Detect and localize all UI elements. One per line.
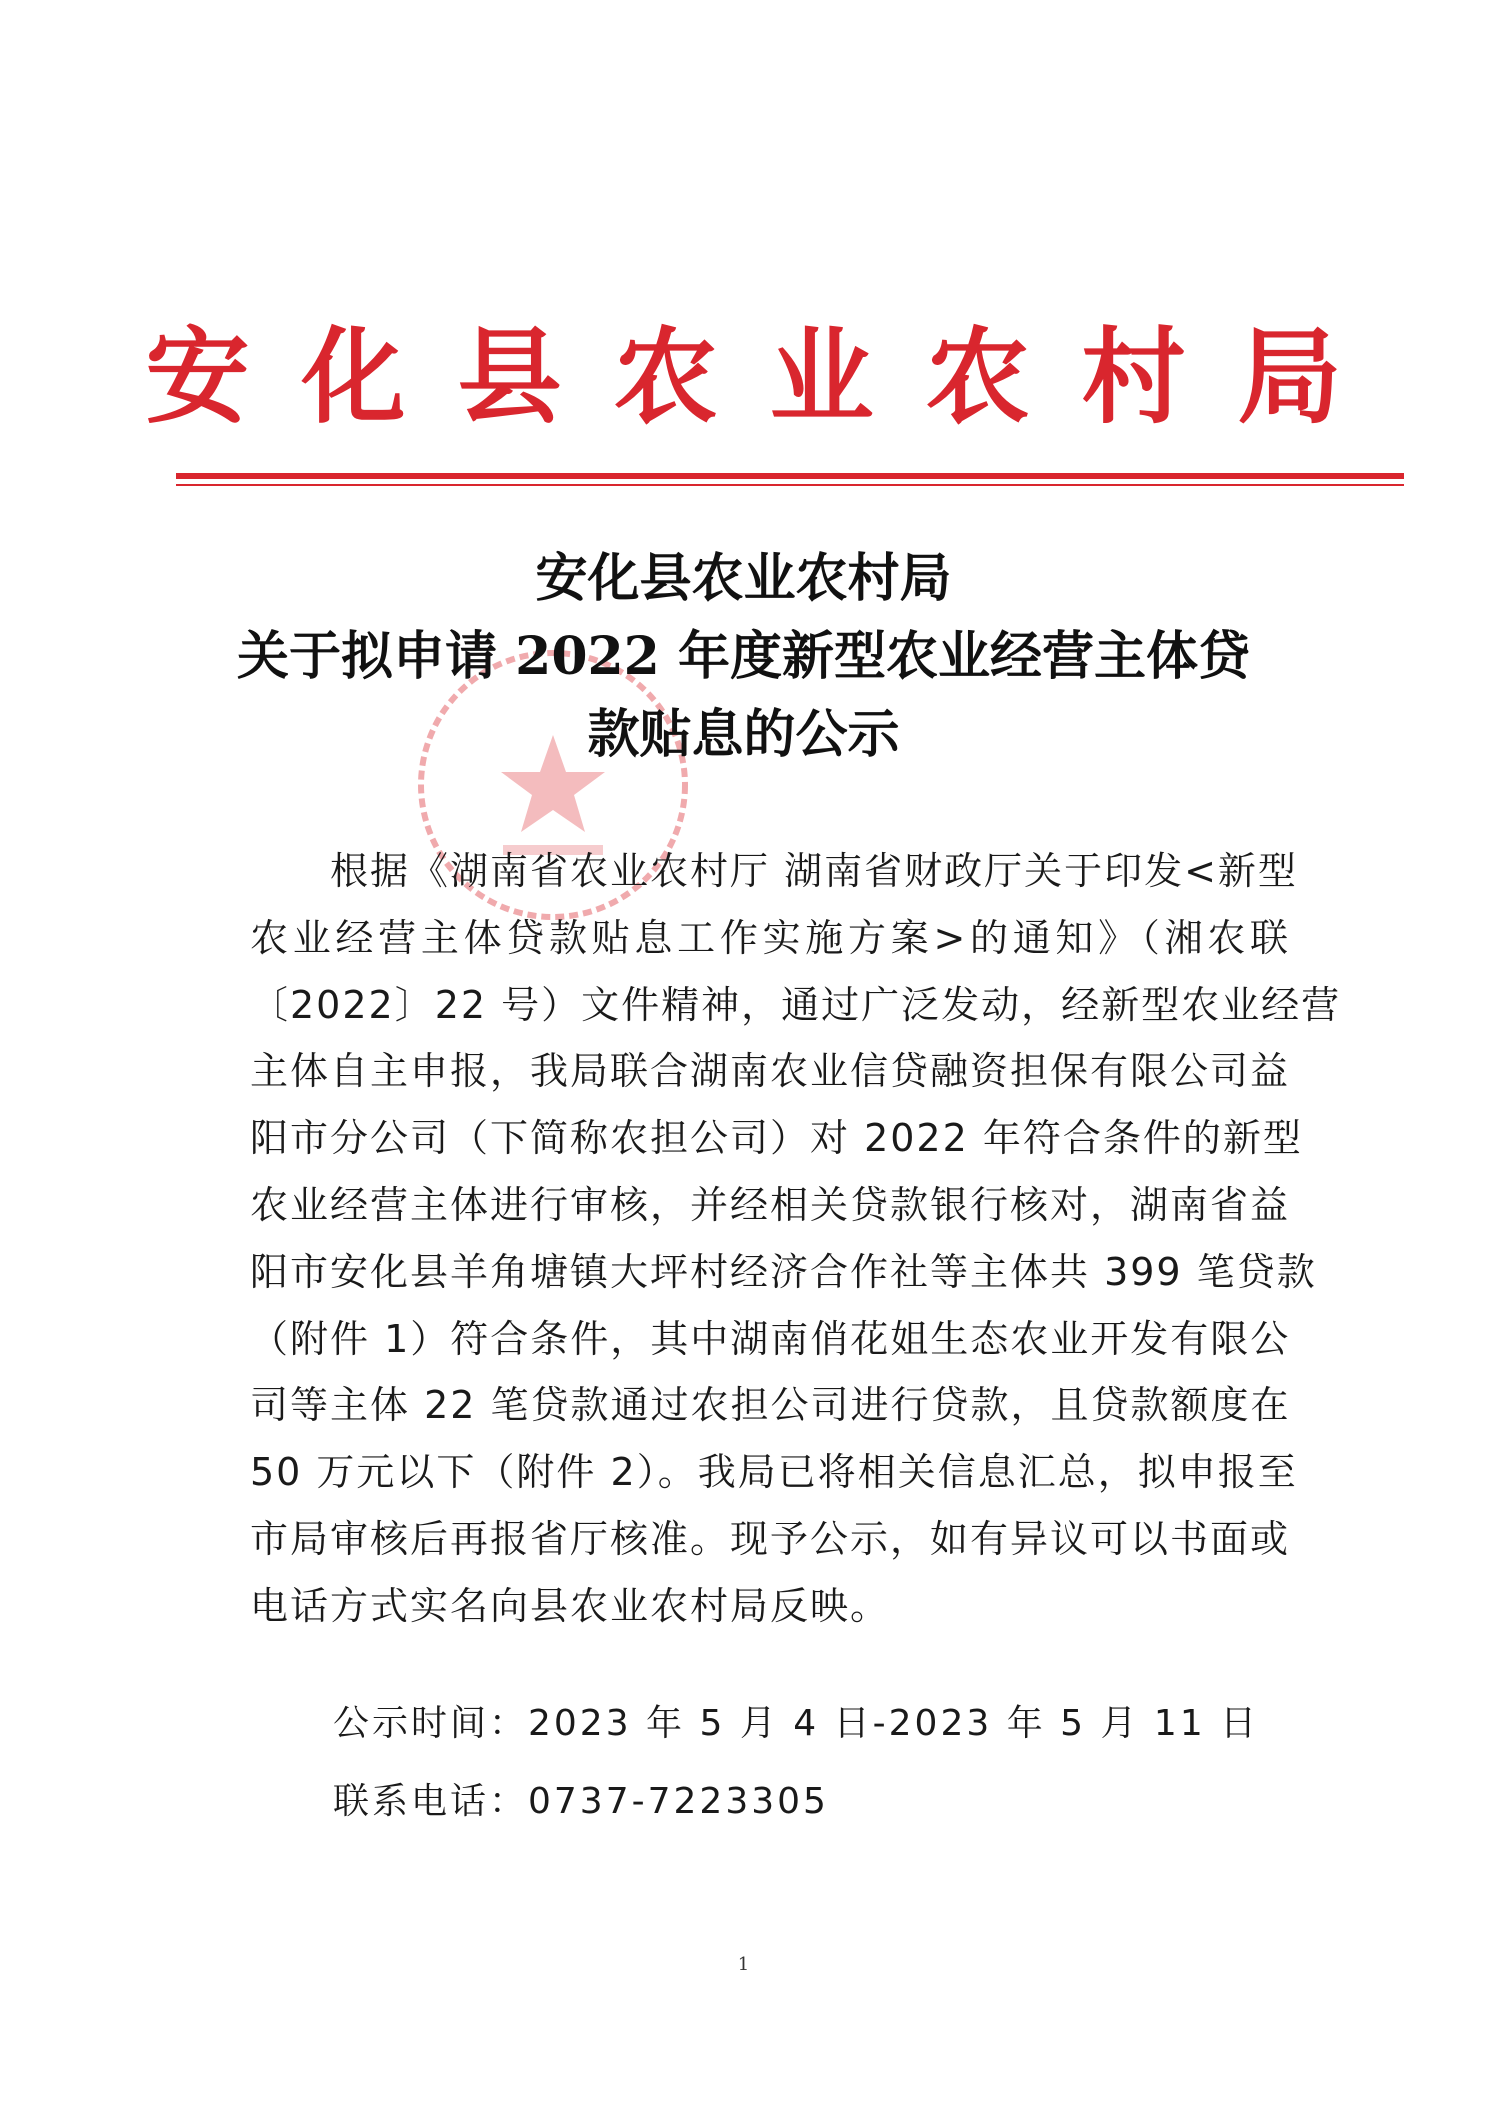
body-line: 农业经营主体进行审核，并经相关贷款银行核对，湖南省益	[250, 1182, 1291, 1227]
title-line-3: 款贴息的公示	[587, 704, 900, 765]
body-line: 50 万元以下（附件 2）。我局已将相关信息汇总，拟申报至	[250, 1450, 1298, 1495]
title-line-2: 关于拟申请 2022 年度新型农业经营主体贷	[237, 626, 1250, 687]
body-line: 电话方式实名向县农业农村局反映。	[250, 1583, 891, 1628]
body-line: 农业经营主体贷款贴息工作实施方案>的通知》（湘农联	[250, 915, 1290, 960]
letterhead-org-name: 安化县农业农村局	[145, 315, 1394, 438]
body-line: 〔2022〕22 号）文件精神，通过广泛发动，经新型农业经营	[250, 982, 1342, 1027]
notice-title	[0, 540, 1487, 774]
body-line: 阳市分公司（下简称农担公司）对 2022 年符合条件的新型	[250, 1116, 1303, 1161]
body-line: 阳市安化县羊角塘镇大坪村经济合作社等主体共 399 笔贷款	[250, 1249, 1317, 1294]
notice-body	[250, 838, 1342, 1640]
body-line: 市局审核后再报省厅核准。现予公示，如有异议可以书面或	[250, 1516, 1291, 1561]
publicity-period: 公示时间：2023 年 5 月 4 日-2023 年 5 月 11 日	[333, 1703, 1260, 1744]
title-line-1: 安化县农业农村局	[535, 548, 952, 609]
body-line: 根据《湖南省农业农村厅 湖南省财政厅关于印发<新型	[250, 849, 1298, 893]
letterhead-red-rule-thick	[176, 473, 1404, 479]
page-number: 1	[737, 1954, 750, 1975]
body-line: （附件 1）符合条件，其中湖南俏花姐生态农业开发有限公	[250, 1316, 1291, 1361]
body-line: 司等主体 22 笔贷款通过农担公司进行贷款，且贷款额度在	[250, 1383, 1291, 1428]
contact-phone: 联系电话：0737-7223305	[333, 1781, 829, 1822]
letterhead-red-rule-thin	[176, 484, 1404, 486]
body-line: 主体自主申报，我局联合湖南农业信贷融资担保有限公司益	[250, 1049, 1291, 1094]
